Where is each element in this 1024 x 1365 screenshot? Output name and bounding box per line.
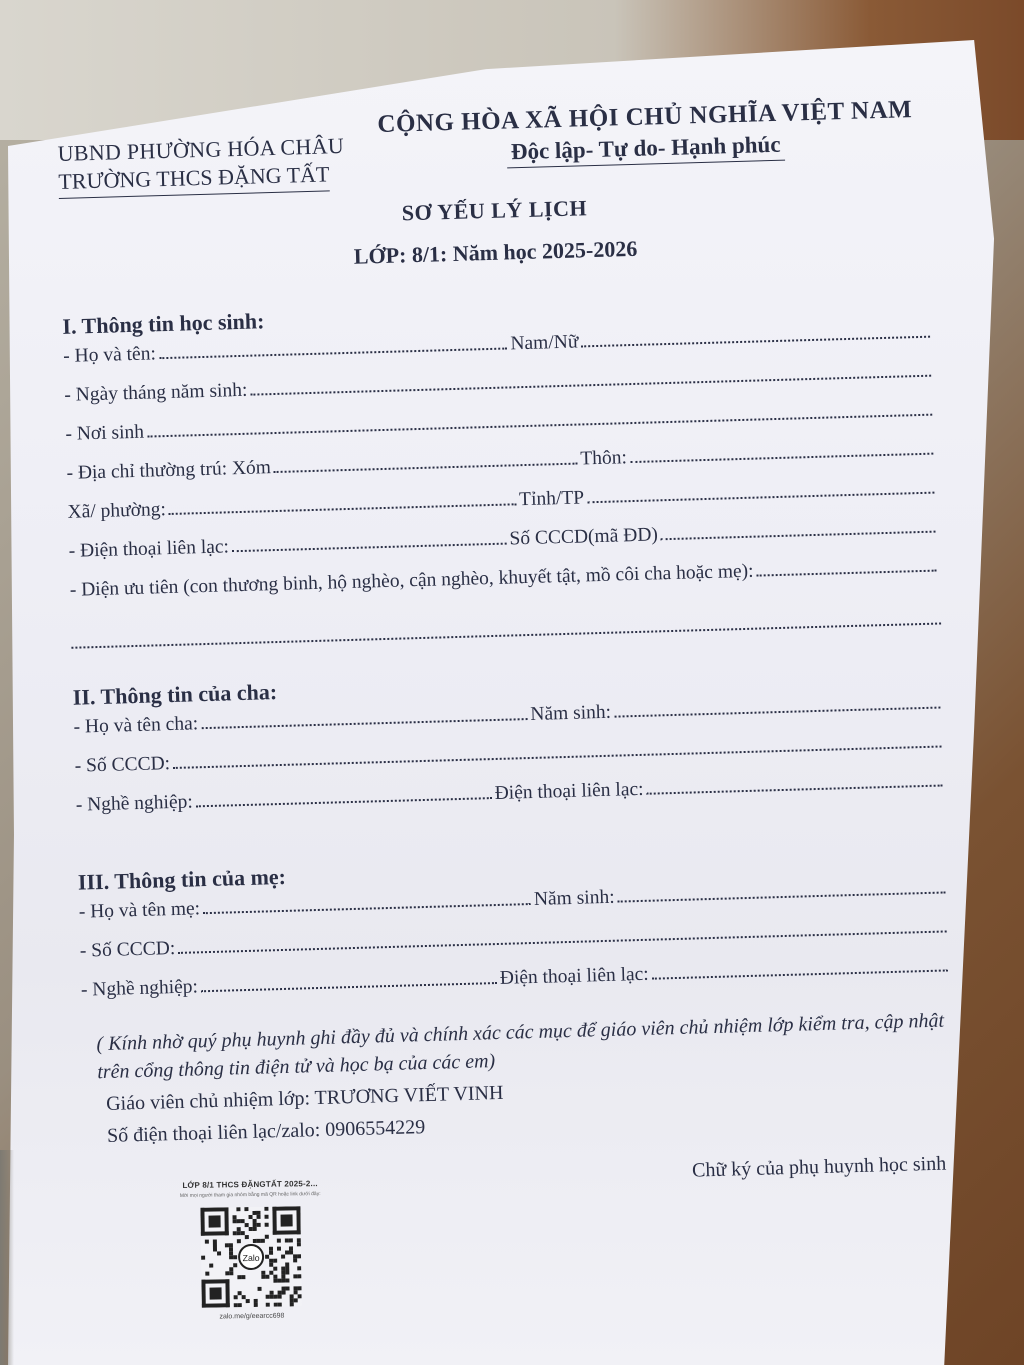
national-motto: Độc lập- Tự do- Hạnh phúc [507,132,785,169]
mother-phone-label: Điện thoại liên lạc: [499,963,650,989]
qr-group-link: zalo.me/g/eearcc698 [219,1312,285,1321]
student-cccd-field[interactable] [661,531,936,541]
father-job-field[interactable] [196,797,492,807]
zalo-group-qr [155,1179,347,1322]
mother-phone-field[interactable] [652,969,948,979]
issuing-agency [57,132,345,199]
mother-cccd-label: - Số CCCD: [79,937,176,962]
document-title: SƠ YẾU LÝ LỊCH [401,195,588,226]
agency-line-1: UBND PHƯỜNG HÓA CHÂU [57,132,345,166]
address-label: - Địa chỉ thường trú: Xóm [66,457,272,484]
qr-code-icon [200,1206,301,1307]
form-content [55,36,956,1200]
instruction-note: ( Kính nhờ quý phụ huynh ghi đầy đủ và chính xác các mục để giáo viên chủ nhiệm lớp kiểm tra, cập nhật trên cổng thông tin điện tử và học bạ của các em) [96,1009,945,1084]
mother-cccd-field[interactable] [178,930,946,953]
province-field[interactable] [587,492,934,504]
father-cccd-label: - Số CCCD: [74,753,171,777]
hamlet-xom-field[interactable] [274,463,577,473]
section-father-heading: II. Thông tin của cha: [72,679,278,710]
mother-name-field[interactable] [203,903,531,914]
ward-label: Xã/ phường: [67,499,167,523]
father-job-label: - Nghề nghiệp: [75,791,194,816]
paper-shadow [0,1150,14,1365]
qr-group-title: LỚP 8/1 THCS ĐẶNGTẤT 2025-2... [182,1179,318,1190]
student-cccd-label: Số CCCD(mã ĐD) [509,524,659,550]
priority-label: - Diện ưu tiên (con thương binh, hộ nghèo, cận nghèo, khuyết tật, mồ côi cha hoặc mẹ): [69,560,754,601]
mother-birth-year-label: Năm sinh: [533,886,615,910]
mother-name-label: - Họ và tên mẹ: [78,898,201,923]
mother-job-label: - Nghề nghiệp: [80,976,199,1001]
national-heading [375,96,916,172]
father-name-label: - Họ và tên cha: [73,713,199,738]
gender-field[interactable] [581,336,930,348]
dob-label: - Ngày tháng năm sinh: [64,379,248,406]
father-cccd-field[interactable] [173,746,941,769]
father-phone-field[interactable] [647,784,943,794]
teacher-contact: Số điện thoại liên lạc/zalo: 0906554229 [106,1116,426,1147]
student-name-field[interactable] [159,347,508,359]
nation-name: CỘNG HÒA XÃ HỘI CHỦ NGHĨA VIỆT NAM [377,96,913,139]
father-name-field[interactable] [201,718,527,729]
student-phone-label: - Điện thoại liên lạc: [68,536,230,562]
school-name: TRƯỜNG THCS ĐẶNG TẤT [58,160,330,199]
mother-birth-year-field[interactable] [618,891,946,902]
ward-field[interactable] [169,503,516,515]
student-name-label: - Họ và tên: [62,343,157,367]
letterhead [55,36,928,194]
parent-signature-label: Chữ ký của phụ huynh học sinh [691,1152,947,1182]
document-subtitle: LỚP: 8/1: Năm học 2025-2026 [353,235,638,269]
father-birth-year-field[interactable] [614,707,940,718]
dob-field[interactable] [250,375,931,396]
birthplace-label: - Nơi sinh [65,421,145,445]
province-label: Tỉnh/TP [518,487,585,511]
zalo-logo-label: Zalo [242,1252,260,1264]
father-birth-year-label: Năm sinh: [530,701,612,725]
student-phone-field[interactable] [232,543,507,553]
hamlet-label: Thôn: [580,447,628,470]
hamlet-field[interactable] [630,453,933,463]
priority-field[interactable] [757,570,937,577]
homeroom-teacher: Giáo viên chủ nhiệm lớp: TRƯƠNG VIẾT VINH [105,1081,504,1115]
mother-job-field[interactable] [201,982,497,992]
qr-instruction: Mời mọi người tham gia nhóm bằng mã QR hoặc link dưới đây: [179,1191,321,1199]
father-phone-label: Điện thoại liên lạc: [494,778,644,805]
section-mother-heading: III. Thông tin của mẹ: [77,863,287,895]
gender-label: Nam/Nữ [510,331,579,355]
section-student-heading: I. Thông tin học sinh: [62,308,265,339]
